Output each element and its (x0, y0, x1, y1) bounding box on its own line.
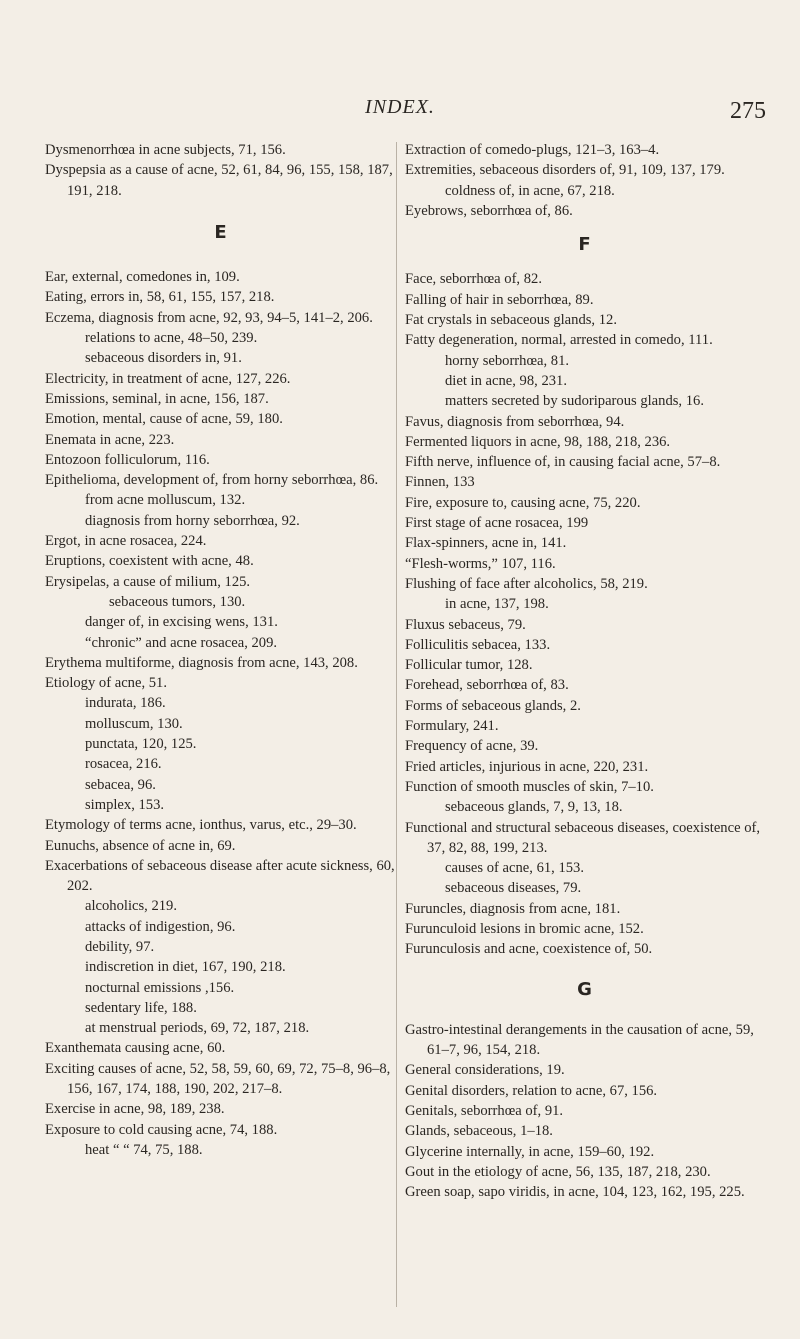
index-entry: Forehead, seborrhœa of, 83. (405, 677, 569, 694)
index-entry: Finnen, 133 (405, 474, 475, 491)
index-subentry: indurata, 186. (85, 695, 166, 712)
index-subentry: horny seborrhœa, 81. (445, 352, 570, 369)
index-entry: Flushing of face after alcoholics, 58, 219. (405, 575, 648, 592)
index-entry: Fire, exposure to, causing acne, 75, 220. (405, 494, 641, 511)
index-entry: Eating, errors in, 58, 61, 155, 157, 218. (45, 289, 275, 306)
index-entry: Electricity, in treatment of acne, 127, 226. (45, 370, 291, 387)
index-entry: Fluxus sebaceus, 79. (405, 616, 526, 633)
index-entry: Frequency of acne, 39. (405, 738, 539, 755)
index-entry: Genital disorders, relation to acne, 67, 156. (405, 1082, 658, 1099)
index-entry: Erythema multiforme, diagnosis from acne, 143, 208. (45, 654, 358, 671)
index-entry: Epithelioma, development of, from horny seborrhœa, 86. (45, 472, 379, 489)
index-columns (45, 140, 765, 1203)
index-entry: Fifth nerve, influence of, in causing facial acne, 57–8. (405, 454, 721, 471)
index-entry: Fried articles, injurious in acne, 220, 231. (405, 758, 649, 775)
page-number: 275 (730, 98, 766, 124)
index-subentry: causes of acne, 61, 153. (445, 860, 584, 877)
index-entry: Furunculosis and acne, coexistence of, 50. (405, 941, 653, 958)
index-subentry: sebaceous tumors, 130. (109, 593, 246, 610)
index-subentry: matters secreted by sudoriparous glands, 16. (445, 393, 704, 410)
index-subentry: rosacea, 216. (85, 756, 162, 773)
index-entry: Fat crystals in sebaceous glands, 12. (405, 312, 617, 329)
section-letter: E (214, 221, 228, 243)
index-subentry: molluscum, 130. (85, 715, 183, 732)
index-entry: Emotion, mental, cause of acne, 59, 180. (45, 411, 283, 428)
index-entry: Eruptions, coexistent with acne, 48. (45, 553, 254, 570)
index-entry: Function of smooth muscles of skin, 7–10. (405, 778, 654, 795)
index-entry: Eunuchs, absence of acne in, 69. (45, 837, 236, 854)
index-entry: Enemata in acne, 223. (45, 431, 175, 448)
index-subentry: punctata, 120, 125. (85, 736, 197, 753)
running-title: INDEX. (365, 96, 435, 118)
index-subentry: sedentary life, 188. (85, 999, 197, 1016)
index-subentry: debility, 97. (85, 938, 155, 955)
index-entry: Exacerbations of sebaceous disease after acute sickness, 60, 202. (45, 857, 395, 895)
index-entry: Furunculoid lesions in bromic acne, 152. (405, 920, 644, 937)
index-subentry: relations to acne, 48–50, 239. (85, 330, 258, 347)
index-entry: Exposure to cold causing acne, 74, 188. (45, 1121, 278, 1138)
section-letter: F (578, 234, 592, 256)
left-column (45, 140, 397, 1203)
index-entry: Erysipelas, a cause of milium, 125. (45, 573, 251, 590)
index-subentry: “chronic” and acne rosacea, 209. (85, 634, 278, 651)
index-entry: Furuncles, diagnosis from acne, 181. (405, 900, 621, 917)
index-entry: Favus, diagnosis from seborrhœa, 94. (405, 413, 625, 430)
index-entry: Ear, external, comedones in, 109. (45, 269, 240, 286)
index-entry: Exciting causes of acne, 52, 58, 59, 60, 69, 72, 75–8, 96–8, 156, 167, 174, 188, 190, 202, 217–8. (45, 1060, 391, 1098)
index-entry: Exercise in acne, 98, 189, 238. (45, 1101, 225, 1118)
index-entry: Extraction of comedo-plugs, 121–3, 163–4. (405, 142, 660, 158)
index-entry: Falling of hair in seborrhœa, 89. (405, 291, 594, 308)
index-entry: Eyebrows, seborrhœa of, 86. (405, 202, 573, 219)
index-subentry: indiscretion in diet, 167, 190, 218. (85, 959, 286, 976)
index-entry: Green soap, sapo viridis, in acne, 104, 123, 162, 195, 225. (405, 1184, 745, 1201)
index-subentry: sebacea, 96. (85, 776, 156, 793)
index-entry: Eczema, diagnosis from acne, 92, 93, 94–5, 141–2, 206. (45, 309, 373, 326)
index-entry: Gout in the etiology of acne, 56, 135, 187, 218, 230. (405, 1163, 711, 1180)
index-entry: Folliculitis sebacea, 133. (405, 636, 551, 653)
index-entry: Glycerine internally, in acne, 159–60, 192. (405, 1143, 655, 1160)
index-entry: Fermented liquors in acne, 98, 188, 218, 236. (405, 433, 671, 450)
index-entry: Functional and structural sebaceous diseases, coexistence of, 37, 82, 88, 199, 213. (405, 819, 760, 856)
page-header (0, 96, 800, 136)
index-entry: Flax-spinners, acne in, 141. (405, 535, 567, 552)
index-entry: Emissions, seminal, in acne, 156, 187. (45, 390, 269, 407)
index-subentry: sebaceous disorders in, 91. (85, 350, 242, 367)
index-entry: Dysmenorrhœa in acne subjects, 71, 156. (45, 142, 286, 158)
index-entry: Forms of sebaceous glands, 2. (405, 697, 581, 714)
index-subentry: diagnosis from horny seborrhœa, 92. (85, 512, 300, 529)
index-subentry: sebaceous glands, 7, 9, 13, 18. (445, 799, 623, 816)
index-subentry: heat “ “ 74, 75, 188. (85, 1141, 203, 1158)
index-entry: Follicular tumor, 128. (405, 657, 533, 674)
index-entry: “Flesh-worms,” 107, 116. (405, 555, 556, 572)
index-entry: Exanthemata causing acne, 60. (45, 1040, 226, 1057)
index-entry: Ergot, in acne rosacea, 224. (45, 533, 207, 550)
index-subentry: coldness of, in acne, 67, 218. (445, 182, 615, 199)
index-entry: Extremities, sebaceous disorders of, 91, 109, 137, 179. (405, 162, 725, 179)
index-subentry: simplex, 153. (85, 796, 165, 813)
index-subentry: diet in acne, 98, 231. (445, 372, 567, 389)
index-subentry: danger of, in excising wens, 131. (85, 614, 278, 631)
index-entry: Entozoon folliculorum, 116. (45, 451, 210, 468)
index-entry: General considerations, 19. (405, 1062, 565, 1079)
section-letter: G (577, 978, 593, 1000)
index-subentry: alcoholics, 219. (85, 898, 178, 915)
right-column (405, 140, 765, 1203)
index-entry: Face, seborrhœa of, 82. (405, 271, 542, 288)
index-subentry: in acne, 137, 198. (445, 596, 549, 613)
index-subentry: sebaceous diseases, 79. (445, 880, 582, 897)
index-subentry: attacks of indigestion, 96. (85, 918, 236, 935)
index-subentry: nocturnal emissions ,156. (85, 979, 235, 996)
index-entry: Glands, sebaceous, 1–18. (405, 1123, 553, 1140)
index-entry: Fatty degeneration, normal, arrested in comedo, 111. (405, 332, 713, 349)
index-entry: First stage of acne rosacea, 199 (405, 515, 589, 532)
index-subentry: at menstrual periods, 69, 72, 187, 218. (85, 1020, 310, 1037)
index-entry: Genitals, seborrhœa of, 91. (405, 1103, 564, 1120)
index-entry: Etymology of terms acne, ionthus, varus, etc., 29–30. (45, 817, 357, 834)
index-entry: Etiology of acne, 51. (45, 675, 167, 692)
index-subentry: from acne molluscum, 132. (85, 492, 246, 509)
index-entry: Gastro-intestinal derangements in the causation of acne, 59, 61–7, 96, 154, 218. (405, 1021, 754, 1059)
index-entry: Formulary, 241. (405, 718, 499, 735)
index-entry: Dyspepsia as a cause of acne, 52, 61, 84, 96, 155, 158, 187, 191, 218. (45, 162, 393, 199)
